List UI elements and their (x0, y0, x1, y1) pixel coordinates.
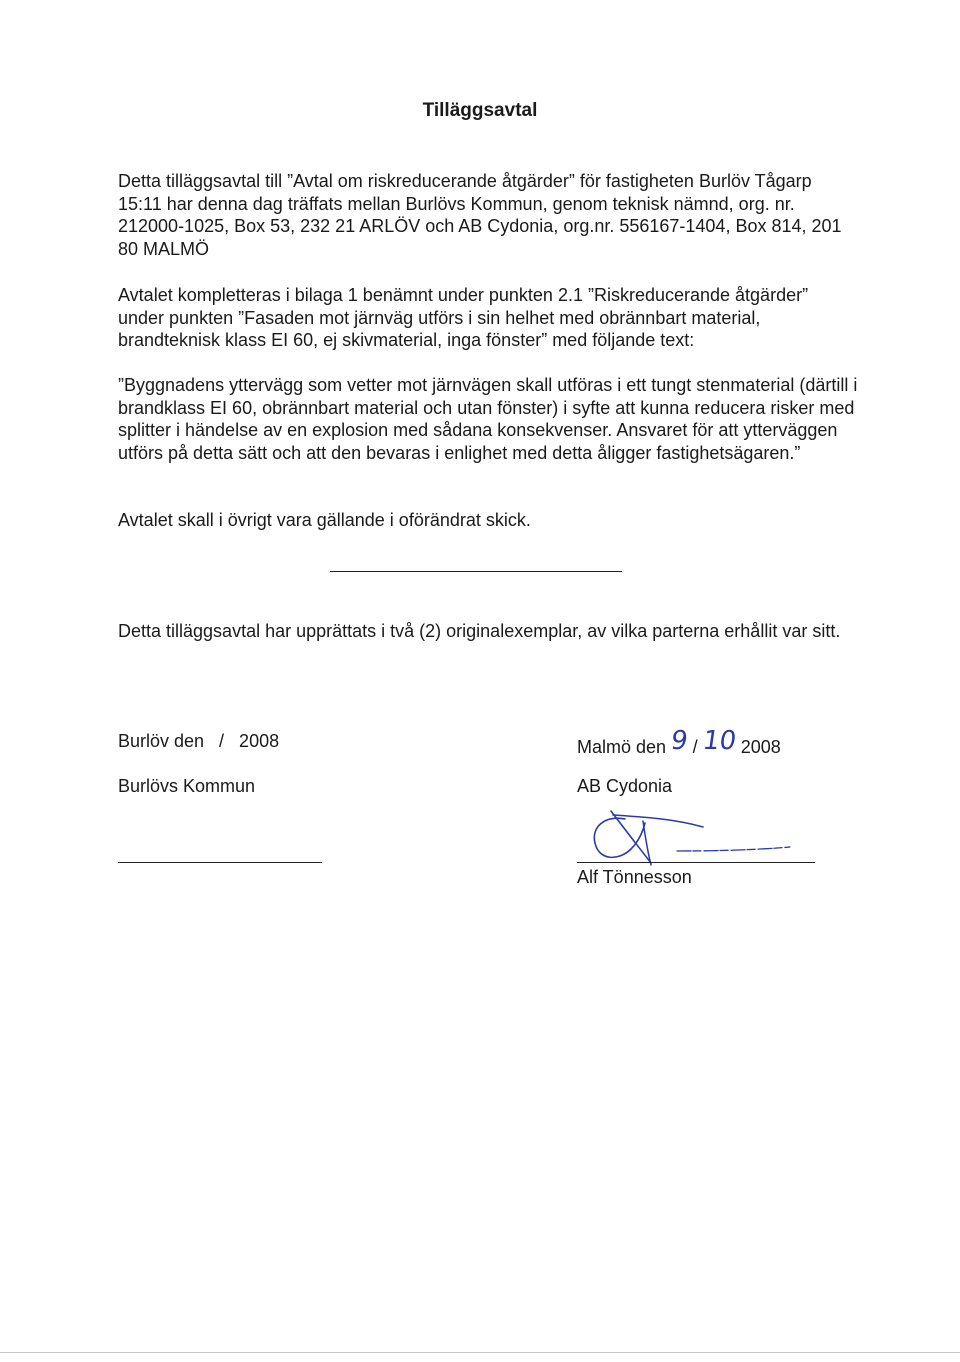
document-title: Tilläggsavtal (422, 100, 538, 121)
handwritten-signature (585, 805, 800, 870)
copies-paragraph: Detta tilläggsavtal har upprättats i två (2) originalexemplar, av vilka parterna erhållit var sitt. (118, 621, 841, 641)
left-signature-line (118, 862, 322, 863)
date-separator: / (692, 737, 698, 757)
right-signature-line (577, 862, 815, 863)
right-party-name: AB Cydonia (577, 776, 673, 796)
handwritten-month: 10 (700, 726, 738, 756)
right-place-date (577, 726, 781, 760)
validity-paragraph: Avtalet skall i övrigt vara gällande i oförändrat skick. (118, 510, 531, 530)
left-place-date: Burlöv den / 2008 (118, 731, 280, 751)
section-divider (330, 571, 622, 572)
right-year: 2008 (740, 737, 781, 757)
handwritten-day: 9 (668, 726, 690, 756)
supplement-paragraph: Avtalet kompletteras i bilaga 1 benämnt under punkten 2.1 ”Riskreducerande åtgärder” under punkten ”Fasaden mot järnväg utförs i sin helhet med obrännbart material, brandteknisk klass EI 60, ej skivmaterial, inga fönster” med följande text: (118, 285, 809, 350)
right-place-prefix: Malmö den (577, 737, 667, 757)
page-bottom-edge (0, 1352, 960, 1353)
left-party-name: Burlövs Kommun (118, 776, 256, 796)
signer-name: Alf Tönnesson (577, 867, 692, 887)
quoted-text-paragraph: ”Byggnadens yttervägg som vetter mot järnvägen skall utföras i ett tungt stenmaterial (därtill i brandklass EI 60, obrännbart material och utan fönster) i syfte att kunna reducera risker med splitter i händelse av en explosion med sådana konsekvenser. Ansvaret för att ytterväggen utförs på detta sätt och att den bevaras i enlighet med detta åligger fastighetsägaren.” (118, 375, 858, 463)
intro-paragraph: Detta tilläggsavtal till ”Avtal om riskreducerande åtgärder” för fastigheten Burlöv Tågarp 15:11 har denna dag träffats mellan Burlövs Kommun, genom teknisk nämnd, org. nr. 212000-1025, Box 53, 232 21 ARLÖV och AB Cydonia, org.nr. 556167-1404, Box 814, 201 80 MALMÖ (118, 171, 842, 259)
